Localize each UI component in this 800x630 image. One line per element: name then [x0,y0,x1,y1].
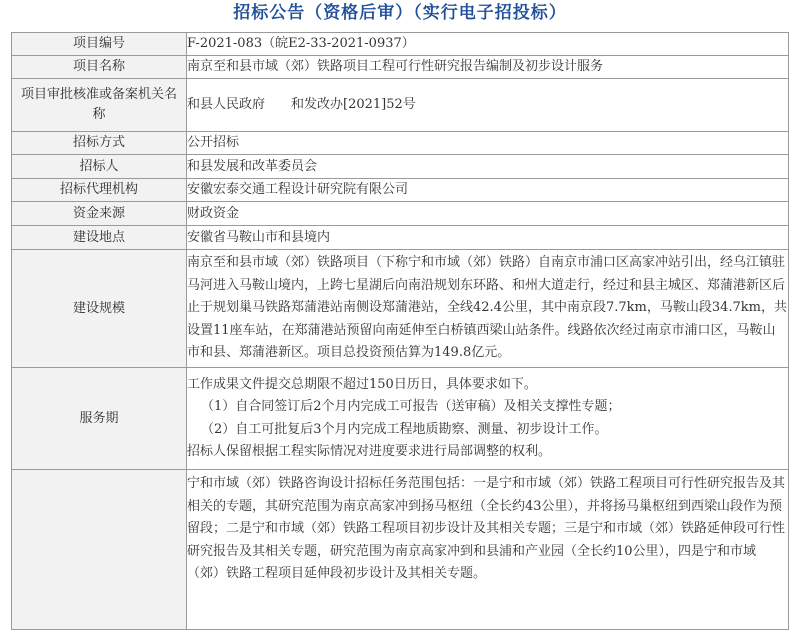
service-line-2: （1）自合同签订后2个月内完成工可报告（送审稿）及相关支撑性专题； [201,399,621,414]
label-location: 建设地点 [12,226,187,250]
label-scale: 建设规模 [12,250,187,368]
value-project-no: F-2021-083（皖E2-33-2021-0937） [187,33,789,56]
value-project-name: 南京至和县市域（郊）铁路项目工程可行性研究报告编制及初步设计服务 [187,56,789,79]
value-scope: 宁和市域（郊）铁路咨询设计招标任务范围包括：一是宁和市域（郊）铁路工程项目可行性研究报告及其相关的专题，其研究范围为南京高家冲到扬马枢纽（全长约43公里），并将扬马巢枢纽到西梁山段作为预留段；二是宁和市域（郊）铁路工程项目初步设计及其相关专题；三是宁和市域（郊）铁路延伸段可行性研究报告及其相关专题，研究范围为南京高家冲到和县浦和产业园（全长约10公里），四是宁和市域（郊）铁路工程项目延伸段初步设计及其相关专题。 [187,470,789,630]
row-scale [12,250,789,368]
row-approval [12,79,789,132]
row-agency [12,179,789,202]
label-project-name: 项目名称 [12,56,187,79]
label-project-no: 项目编号 [12,33,187,56]
row-tenderer [12,155,789,179]
label-tender-method: 招标方式 [12,132,187,155]
row-project-no [12,33,789,56]
label-agency: 招标代理机构 [12,179,187,202]
row-tender-method [12,132,789,155]
label-approval: 项目审批核准或备案机关名称 [12,79,187,132]
value-service-period [187,368,789,470]
value-location: 安徽省马鞍山市和县境内 [187,226,789,250]
label-service-period: 服务期 [12,368,187,470]
value-tender-method: 公开招标 [187,132,789,155]
value-scale: 南京至和县市域（郊）铁路项目（下称宁和市域（郊）铁路）自南京市浦口区高家冲站引出，经乌江镇驻马河进入马鞍山境内，上跨七星湖后向南沿规划东环路、和州大道走行，经过和县主城区、郑蒲港新区后止于规划巢马铁路郑蒲港站南侧设郑蒲港站，全线42.4公里，其中南京段7.7km，马鞍山段34.7km，共设置11座车站，在郑蒲港站预留向南延伸至白桥镇西梁山站条件。线路依次经过南京市浦口区，马鞍山市和县、郑蒲港新区。项目总投资预估算为149.8亿元。 [187,250,789,368]
page-title: 招标公告（资格后审）（实行电子招投标） [233,3,567,23]
label-tenderer: 招标人 [12,155,187,179]
row-location [12,226,789,250]
service-line-3: （2）自工可批复后3个月内完成工程地质勘察、测量、初步设计工作。 [201,421,608,437]
value-agency: 安徽宏泰交通工程设计研究院有限公司 [187,179,789,202]
row-project-name [12,56,789,79]
row-service-period [12,368,789,470]
service-line-1: 工作成果文件提交总期限不超过150日历日，具体要求如下。 [187,376,537,392]
label-scope [12,470,187,630]
service-line-4: 招标人保留根据工程实际情况对进度要求进行局部调整的权利。 [187,444,552,459]
label-funding: 资金来源 [12,202,187,226]
row-funding [12,202,789,226]
announcement-table [11,32,789,630]
value-funding: 财政资金 [187,202,789,226]
value-approval: 和县人民政府 和发改办[2021]52号 [187,79,789,132]
row-scope [12,470,789,630]
value-tenderer: 和县发展和改革委员会 [187,155,789,179]
